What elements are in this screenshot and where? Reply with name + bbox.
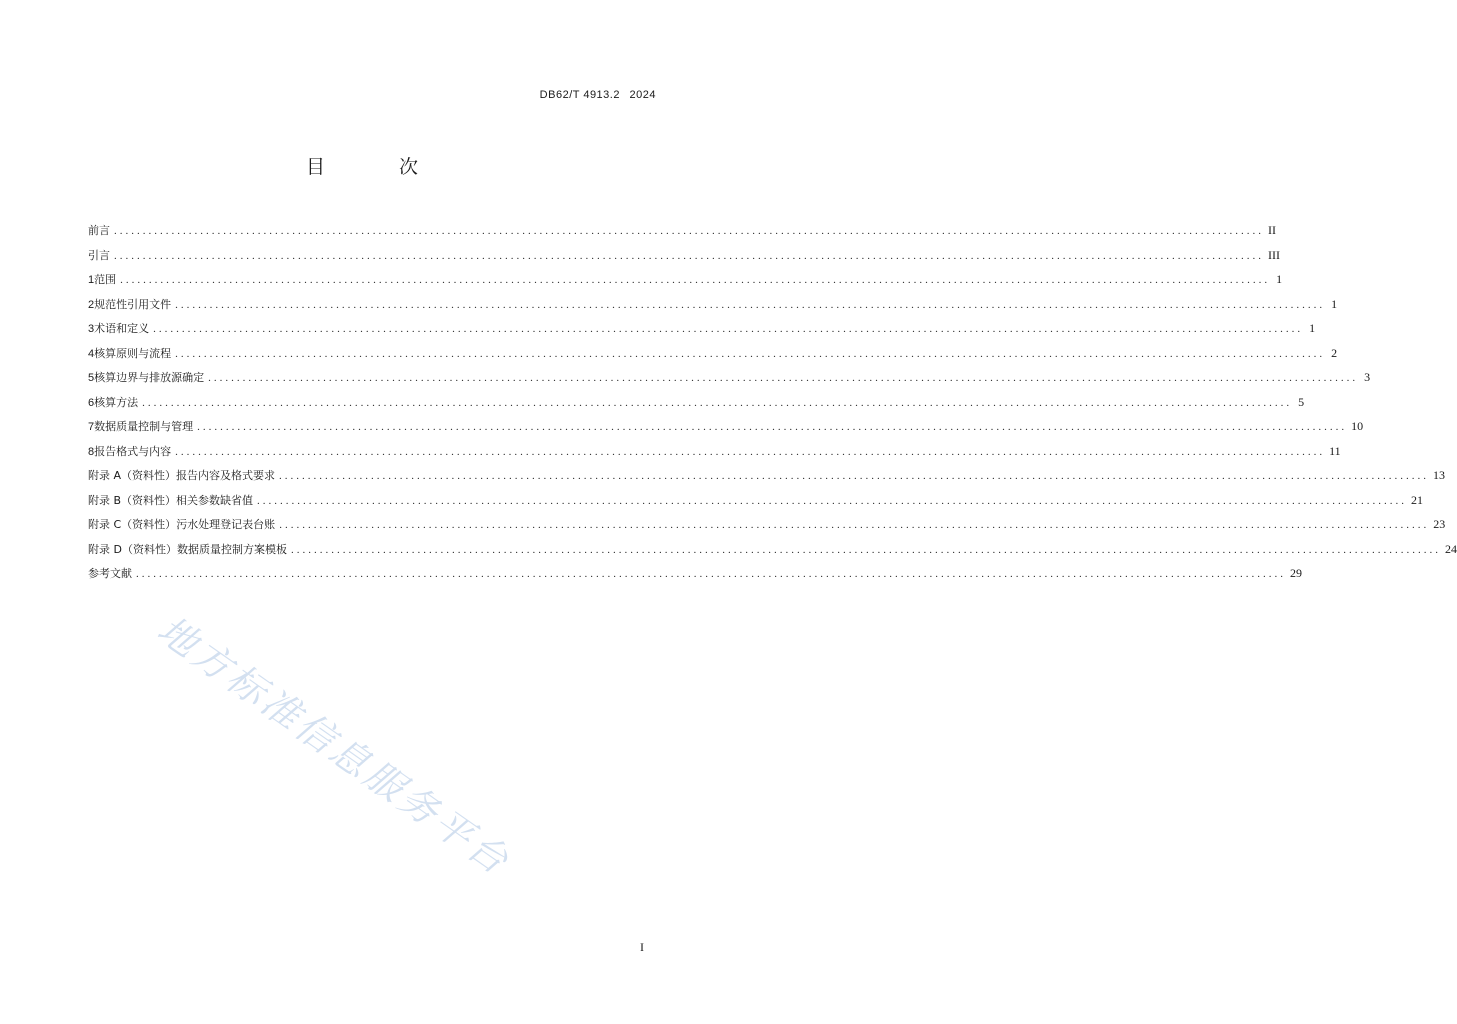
toc-entry-page: 3	[1364, 370, 1371, 384]
toc-entry[interactable]	[88, 463, 1446, 488]
toc-entry[interactable]	[88, 243, 1280, 268]
toc-entry[interactable]	[88, 218, 1276, 243]
toc-entry-page: 29	[1290, 566, 1302, 580]
toc-entry-label: 规范性引用文件	[94, 297, 172, 311]
toc-entry[interactable]	[88, 561, 1302, 586]
toc-entry-label: 报告格式与内容	[94, 444, 172, 458]
standard-code: DB62/T 4913.2 2024	[539, 89, 656, 101]
toc-entry[interactable]	[88, 341, 1338, 366]
watermark: 地方标准信息服务平台	[149, 607, 519, 885]
toc-entry-appendix-title: 数据质量控制方案模板	[176, 542, 287, 556]
toc-entry-page: 23	[1433, 517, 1446, 531]
toc-entry-label: 附录 A（资料性）	[88, 469, 177, 482]
toc-entry[interactable]	[88, 292, 1338, 317]
toc-entry-number: 2	[88, 298, 95, 311]
toc-entry-label: 引言	[88, 248, 110, 262]
toc-dot-leader: ........................................................................................................................................................................................................	[120, 274, 1271, 286]
toc-entry-number: 8	[88, 445, 95, 458]
toc-entry-label: 核算原则与流程	[94, 346, 172, 360]
toc-entry-label: 参考文献	[88, 567, 132, 580]
table-of-contents	[88, 218, 1457, 586]
toc-entry-number: 3	[88, 323, 95, 335]
toc-entry-page: 13	[1433, 468, 1446, 482]
toc-entry-label: 术语和定义	[94, 322, 150, 335]
toc-entry-page: II	[1268, 223, 1276, 237]
toc-dot-leader: ........................................................................................................................................................................................................	[175, 298, 1326, 311]
toc-dot-leader: ........................................................................................................................................................................................................	[153, 323, 1304, 335]
toc-entry-page: 5	[1298, 394, 1305, 409]
toc-entry-page: 10	[1351, 419, 1364, 433]
toc-entry-page: 21	[1411, 492, 1424, 507]
toc-dot-leader: ........................................................................................................................................................................................................	[279, 470, 1430, 482]
toc-dot-leader: ........................................................................................................................................................................................................	[175, 445, 1326, 458]
toc-entry-label: 核算方法	[94, 395, 139, 409]
toc-entry[interactable]	[88, 488, 1424, 513]
toc-entry-label: 附录 D（资料性）	[88, 542, 177, 556]
toc-entry-number: 1	[88, 274, 95, 286]
toc-dot-leader: ........................................................................................................................................................................................................	[114, 249, 1264, 262]
toc-entry-label: 附录 C（资料性）	[88, 518, 177, 531]
toc-entry-label: 附录 B（资料性）	[88, 493, 177, 507]
toc-dot-leader: ........................................................................................................................................................................................................	[197, 421, 1348, 433]
toc-entry-label: 前言	[88, 224, 110, 237]
toc-entry[interactable]	[88, 316, 1316, 341]
toc-entry[interactable]	[88, 414, 1364, 439]
toc-entry-page: 1	[1276, 272, 1283, 286]
toc-entry-page: 2	[1331, 345, 1338, 360]
page-number: I	[640, 940, 644, 954]
toc-title: 目 次	[305, 156, 453, 178]
toc-entry-appendix-title: 相关参数缺省值	[176, 493, 254, 507]
toc-entry-page: 1	[1309, 321, 1316, 335]
toc-dot-leader: ........................................................................................................................................................................................................	[208, 372, 1359, 384]
toc-entry-number: 6	[88, 396, 95, 409]
toc-entry-page: III	[1268, 247, 1280, 262]
toc-entry[interactable]	[88, 365, 1371, 390]
toc-dot-leader: ........................................................................................................................................................................................................	[142, 396, 1293, 409]
toc-dot-leader: ........................................................................................................................................................................................................	[290, 543, 1441, 556]
toc-entry[interactable]	[88, 537, 1457, 562]
toc-entry[interactable]	[88, 267, 1283, 292]
toc-entry-page: 24	[1444, 541, 1457, 556]
toc-entry-appendix-title: 报告内容及格式要求	[176, 469, 276, 482]
toc-entry-page: 11	[1329, 443, 1341, 458]
toc-dot-leader: ........................................................................................................................................................................................................	[136, 568, 1286, 580]
toc-entry-label: 范围	[94, 273, 117, 286]
toc-entry-number: 7	[88, 421, 95, 433]
toc-entry[interactable]	[88, 390, 1305, 415]
toc-entry[interactable]	[88, 439, 1341, 464]
toc-entry[interactable]	[88, 512, 1446, 537]
toc-dot-leader: ........................................................................................................................................................................................................	[279, 519, 1430, 531]
toc-entry-label: 核算边界与排放源确定	[94, 371, 205, 384]
toc-dot-leader: ........................................................................................................................................................................................................	[114, 225, 1264, 237]
toc-entry-label: 数据质量控制与管理	[94, 420, 194, 433]
toc-entry-number: 4	[88, 347, 95, 360]
toc-dot-leader: ........................................................................................................................................................................................................	[257, 494, 1408, 507]
toc-entry-page: 1	[1331, 296, 1338, 311]
toc-entry-number: 5	[88, 372, 95, 384]
toc-entry-appendix-title: 污水处理登记表台账	[176, 518, 276, 531]
toc-dot-leader: ........................................................................................................................................................................................................	[175, 347, 1326, 360]
